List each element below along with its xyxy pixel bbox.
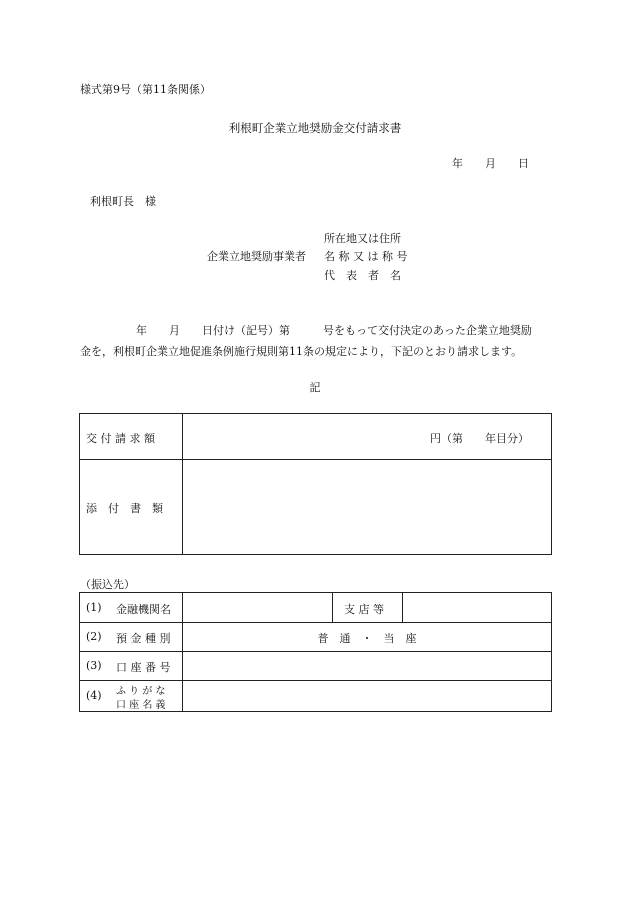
attachments-field[interactable] <box>188 464 547 550</box>
row3-number: (3) <box>86 659 102 672</box>
branch-label: 支 店 等 <box>344 603 384 616</box>
body-text-line1: 年 月 日付け（記号）第 号をもって交付決定のあった企業立地奨励 <box>136 324 532 337</box>
name-label: 名 称 又 は 称 号 <box>324 250 408 263</box>
furigana-label: ふ り が な <box>116 686 166 697</box>
table-divider <box>402 593 403 622</box>
transfer-heading: （振込先） <box>80 578 135 591</box>
attachments-label: 添 付 書 類 <box>86 502 163 515</box>
bank-table <box>79 592 552 712</box>
body-text-line2: 金を，利根町企業立地促進条例施行規則第11条の規定により，下記のとおり請求します。 <box>80 345 523 358</box>
address-label: 所在地又は住所 <box>324 232 401 245</box>
table-divider <box>80 680 551 681</box>
deposit-type-label: 預 金 種 別 <box>116 632 171 645</box>
form-number: 様式第9号（第11条関係） <box>80 83 211 96</box>
row4-number: (4) <box>86 689 102 702</box>
amount-label: 交 付 請 求 額 <box>86 432 155 445</box>
bank-name-field[interactable] <box>186 596 328 619</box>
table-divider <box>182 593 183 711</box>
account-number-field[interactable] <box>186 654 546 677</box>
representative-label: 代 表 者 名 <box>324 269 401 282</box>
applicant-role-label: 企業立地奨励事業者 <box>207 250 306 263</box>
table-divider <box>182 414 183 554</box>
date-line: 年 月 日 <box>452 157 529 170</box>
bank-name-label: 金融機関名 <box>116 603 171 616</box>
table-divider <box>80 622 551 623</box>
addressee: 利根町長 様 <box>90 195 156 208</box>
amount-suffix: 円（第 年目分） <box>430 432 529 445</box>
page-title: 利根町企業立地奨励金交付請求書 <box>228 121 402 135</box>
table-divider <box>80 651 551 652</box>
account-holder-field[interactable] <box>186 683 546 708</box>
row1-number: (1) <box>86 601 102 614</box>
request-table <box>79 413 552 555</box>
table-divider <box>332 593 333 622</box>
account-number-label: 口 座 番 号 <box>116 661 171 674</box>
ki-label: 記 <box>309 381 321 394</box>
row2-number: (2) <box>86 630 102 643</box>
deposit-type-options[interactable]: 普 通 ・ 当 座 <box>317 632 417 645</box>
table-divider <box>80 459 551 460</box>
branch-field[interactable] <box>406 596 546 619</box>
account-holder-label: 口 座 名 義 <box>116 700 166 711</box>
